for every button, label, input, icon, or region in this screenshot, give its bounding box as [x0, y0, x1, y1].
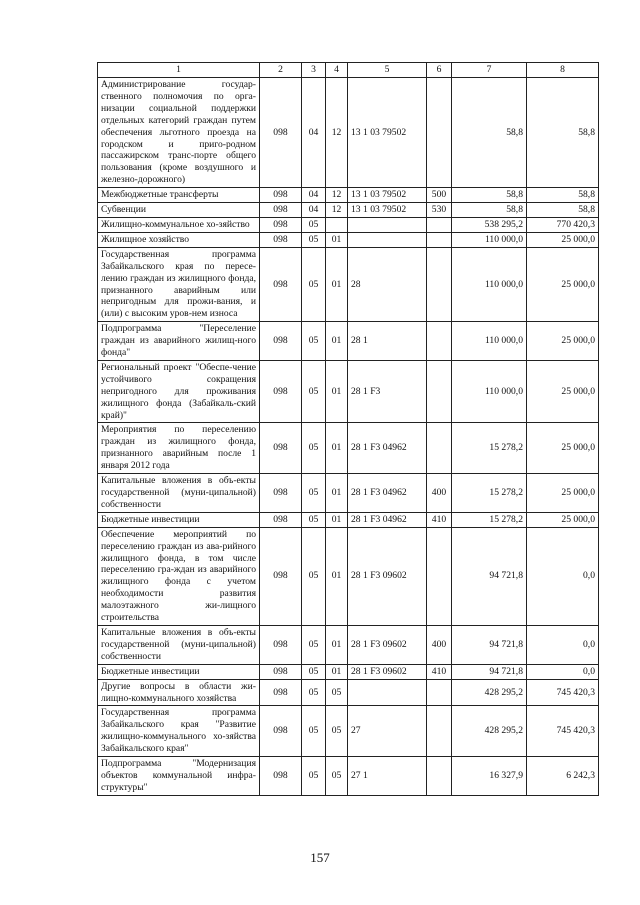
- cell-amount-year1: 58,8: [452, 203, 527, 218]
- cell-name: Государственная программа Забайкальского края "Развитие жилищно-коммунального хо-зяйства Забайкальского края": [98, 706, 260, 757]
- cell-ministry-code: 098: [260, 625, 302, 664]
- cell-amount-year1: 110 000,0: [452, 322, 527, 361]
- cell-amount-year1: 58,8: [452, 78, 527, 188]
- cell-section: 05: [302, 322, 326, 361]
- cell-ministry-code: 098: [260, 188, 302, 203]
- cell-target-article: 13 1 03 79502: [348, 188, 427, 203]
- cell-section: 05: [302, 625, 326, 664]
- cell-subsection: 01: [326, 360, 348, 423]
- cell-ministry-code: 098: [260, 423, 302, 474]
- cell-ministry-code: 098: [260, 78, 302, 188]
- table-row: [98, 188, 599, 203]
- cell-section: 04: [302, 188, 326, 203]
- cell-target-article: 28 1 F3 09602: [348, 625, 427, 664]
- cell-section: 05: [302, 679, 326, 706]
- cell-expense-type: 400: [427, 625, 452, 664]
- cell-amount-year2: 58,8: [527, 78, 599, 188]
- cell-section: 05: [302, 664, 326, 679]
- column-header: 7: [452, 63, 527, 78]
- cell-amount-year2: 25 000,0: [527, 360, 599, 423]
- cell-target-article: 13 1 03 79502: [348, 203, 427, 218]
- cell-amount-year2: 770 420,3: [527, 217, 599, 232]
- cell-subsection: 01: [326, 474, 348, 513]
- cell-expense-type: [427, 322, 452, 361]
- cell-amount-year2: 6 242,3: [527, 757, 599, 796]
- cell-section: 05: [302, 757, 326, 796]
- cell-ministry-code: 098: [260, 217, 302, 232]
- cell-section: 05: [302, 217, 326, 232]
- cell-expense-type: [427, 527, 452, 625]
- cell-name: Капитальные вложения в объ-екты государственной (муни-ципальной) собственности: [98, 625, 260, 664]
- cell-target-article: 13 1 03 79502: [348, 78, 427, 188]
- cell-amount-year2: 25 000,0: [527, 247, 599, 321]
- cell-subsection: [326, 217, 348, 232]
- cell-expense-type: [427, 232, 452, 247]
- table-row: [98, 203, 599, 218]
- cell-expense-type: 410: [427, 512, 452, 527]
- cell-expense-type: [427, 217, 452, 232]
- cell-amount-year1: 16 327,9: [452, 757, 527, 796]
- cell-target-article: 28 1: [348, 322, 427, 361]
- cell-section: 05: [302, 232, 326, 247]
- cell-expense-type: [427, 679, 452, 706]
- cell-amount-year1: 428 295,2: [452, 679, 527, 706]
- table-row: [98, 232, 599, 247]
- cell-amount-year1: 110 000,0: [452, 360, 527, 423]
- table-row: [98, 679, 599, 706]
- cell-subsection: 01: [326, 625, 348, 664]
- table-row: [98, 512, 599, 527]
- cell-amount-year2: 58,8: [527, 188, 599, 203]
- cell-amount-year2: 0,0: [527, 625, 599, 664]
- cell-section: 04: [302, 78, 326, 188]
- cell-ministry-code: 098: [260, 679, 302, 706]
- cell-subsection: 01: [326, 322, 348, 361]
- cell-target-article: 28 1 F3 09602: [348, 527, 427, 625]
- cell-ministry-code: 098: [260, 247, 302, 321]
- cell-name: Межбюджетные трансферты: [98, 188, 260, 203]
- table-row: [98, 664, 599, 679]
- cell-target-article: 28: [348, 247, 427, 321]
- cell-ministry-code: 098: [260, 203, 302, 218]
- cell-name: Жилищное хозяйство: [98, 232, 260, 247]
- table-row: [98, 625, 599, 664]
- cell-section: 05: [302, 423, 326, 474]
- cell-section: 05: [302, 474, 326, 513]
- cell-name: Подпрограмма "Модернизация объектов коммунальной инфра-структуры": [98, 757, 260, 796]
- cell-target-article: 28 1 F3: [348, 360, 427, 423]
- cell-subsection: 05: [326, 679, 348, 706]
- cell-name: Государственная программа Забайкальского края по пересе-лению граждан из жилищного фонда, признанного аварийным или непригодным для прожи-вания, и (или) с высоким уров-нем износа: [98, 247, 260, 321]
- cell-subsection: 01: [326, 232, 348, 247]
- cell-amount-year2: 745 420,3: [527, 679, 599, 706]
- cell-target-article: 28 1 F3 04962: [348, 423, 427, 474]
- column-header: 8: [527, 63, 599, 78]
- cell-amount-year2: 0,0: [527, 664, 599, 679]
- cell-amount-year1: 428 295,2: [452, 706, 527, 757]
- cell-expense-type: [427, 423, 452, 474]
- cell-amount-year1: 15 278,2: [452, 512, 527, 527]
- cell-amount-year2: 25 000,0: [527, 474, 599, 513]
- column-header: 3: [302, 63, 326, 78]
- cell-section: 05: [302, 512, 326, 527]
- cell-expense-type: 410: [427, 664, 452, 679]
- cell-target-article: 28 1 F3 04962: [348, 512, 427, 527]
- column-header: 2: [260, 63, 302, 78]
- cell-ministry-code: 098: [260, 664, 302, 679]
- cell-name: Подпрограмма "Переселение граждан из аварийного жилищ-ного фонда": [98, 322, 260, 361]
- cell-name: Капитальные вложения в объ-екты государственной (муни-ципальной) собственности: [98, 474, 260, 513]
- table-row: [98, 78, 599, 188]
- cell-amount-year1: 110 000,0: [452, 232, 527, 247]
- cell-amount-year2: 25 000,0: [527, 423, 599, 474]
- cell-expense-type: [427, 757, 452, 796]
- cell-amount-year1: 15 278,2: [452, 423, 527, 474]
- cell-amount-year1: 58,8: [452, 188, 527, 203]
- cell-amount-year1: 94 721,8: [452, 527, 527, 625]
- cell-amount-year1: 110 000,0: [452, 247, 527, 321]
- cell-section: 05: [302, 247, 326, 321]
- cell-subsection: 05: [326, 757, 348, 796]
- cell-target-article: [348, 679, 427, 706]
- cell-subsection: 12: [326, 203, 348, 218]
- cell-target-article: [348, 232, 427, 247]
- cell-subsection: 01: [326, 664, 348, 679]
- cell-subsection: 01: [326, 423, 348, 474]
- cell-target-article: [348, 217, 427, 232]
- cell-name: Бюджетные инвестиции: [98, 512, 260, 527]
- cell-subsection: 12: [326, 188, 348, 203]
- cell-subsection: 01: [326, 527, 348, 625]
- cell-amount-year2: 25 000,0: [527, 512, 599, 527]
- cell-amount-year2: 0,0: [527, 527, 599, 625]
- cell-expense-type: 530: [427, 203, 452, 218]
- cell-target-article: 28 1 F3 04962: [348, 474, 427, 513]
- cell-section: 04: [302, 203, 326, 218]
- table-row: [98, 360, 599, 423]
- table-row: [98, 423, 599, 474]
- cell-name: Обеспечение мероприятий по переселению граждан из ава-рийного жилищного фонда, в том числе переселению гра-ждан из аварийного жилищного фонда с учетом необходимости развития малоэтажного жи-лищного строительства: [98, 527, 260, 625]
- cell-subsection: 01: [326, 247, 348, 321]
- cell-amount-year2: 25 000,0: [527, 322, 599, 361]
- table-row: [98, 757, 599, 796]
- table-row: [98, 474, 599, 513]
- cell-name: Бюджетные инвестиции: [98, 664, 260, 679]
- table-row: [98, 706, 599, 757]
- cell-ministry-code: 098: [260, 512, 302, 527]
- cell-expense-type: [427, 247, 452, 321]
- column-header: 1: [98, 63, 260, 78]
- table-body: [98, 78, 599, 796]
- cell-name: Жилищно-коммунальное хо-зяйство: [98, 217, 260, 232]
- cell-expense-type: 400: [427, 474, 452, 513]
- cell-name: Администрирование государ-ственного полномочия по орга-низации социальной поддержки отдельных категорий граждан путем обеспечения льготного проезда на городском и приго-родном пассажирском транс-порте общего пользования (кроме воздушного и железно-дорожного): [98, 78, 260, 188]
- cell-subsection: 01: [326, 512, 348, 527]
- cell-subsection: 12: [326, 78, 348, 188]
- table-row: [98, 322, 599, 361]
- cell-amount-year2: 25 000,0: [527, 232, 599, 247]
- cell-ministry-code: 098: [260, 360, 302, 423]
- cell-name: Региональный проект "Обеспе-чение устойчивого сокращения непригодного для проживания жилищного фонда (Забайкаль-ский край)": [98, 360, 260, 423]
- cell-expense-type: [427, 78, 452, 188]
- cell-section: 05: [302, 527, 326, 625]
- cell-target-article: 27 1: [348, 757, 427, 796]
- page-number: 157: [310, 850, 330, 865]
- cell-target-article: 28 1 F3 09602: [348, 664, 427, 679]
- budget-table: [97, 62, 599, 796]
- cell-amount-year1: 538 295,2: [452, 217, 527, 232]
- cell-amount-year1: 15 278,2: [452, 474, 527, 513]
- cell-amount-year1: 94 721,8: [452, 625, 527, 664]
- cell-ministry-code: 098: [260, 527, 302, 625]
- cell-name: Субвенции: [98, 203, 260, 218]
- cell-section: 05: [302, 360, 326, 423]
- table-header-row: [98, 63, 599, 78]
- column-header: 5: [348, 63, 427, 78]
- cell-subsection: 05: [326, 706, 348, 757]
- cell-name: Другие вопросы в области жи-лищно-коммунального хозяйства: [98, 679, 260, 706]
- cell-section: 05: [302, 706, 326, 757]
- cell-ministry-code: 098: [260, 322, 302, 361]
- table-row: [98, 527, 599, 625]
- cell-amount-year2: 745 420,3: [527, 706, 599, 757]
- cell-ministry-code: 098: [260, 232, 302, 247]
- table-row: [98, 247, 599, 321]
- cell-ministry-code: 098: [260, 757, 302, 796]
- table-row: [98, 217, 599, 232]
- cell-ministry-code: 098: [260, 474, 302, 513]
- cell-name: Мероприятия по переселению граждан из жилищного фонда, признанного аварийным после 1 января 2012 года: [98, 423, 260, 474]
- column-header: 6: [427, 63, 452, 78]
- cell-amount-year2: 58,8: [527, 203, 599, 218]
- cell-amount-year1: 94 721,8: [452, 664, 527, 679]
- column-header: 4: [326, 63, 348, 78]
- cell-expense-type: [427, 706, 452, 757]
- cell-expense-type: [427, 360, 452, 423]
- cell-ministry-code: 098: [260, 706, 302, 757]
- cell-target-article: 27: [348, 706, 427, 757]
- cell-expense-type: 500: [427, 188, 452, 203]
